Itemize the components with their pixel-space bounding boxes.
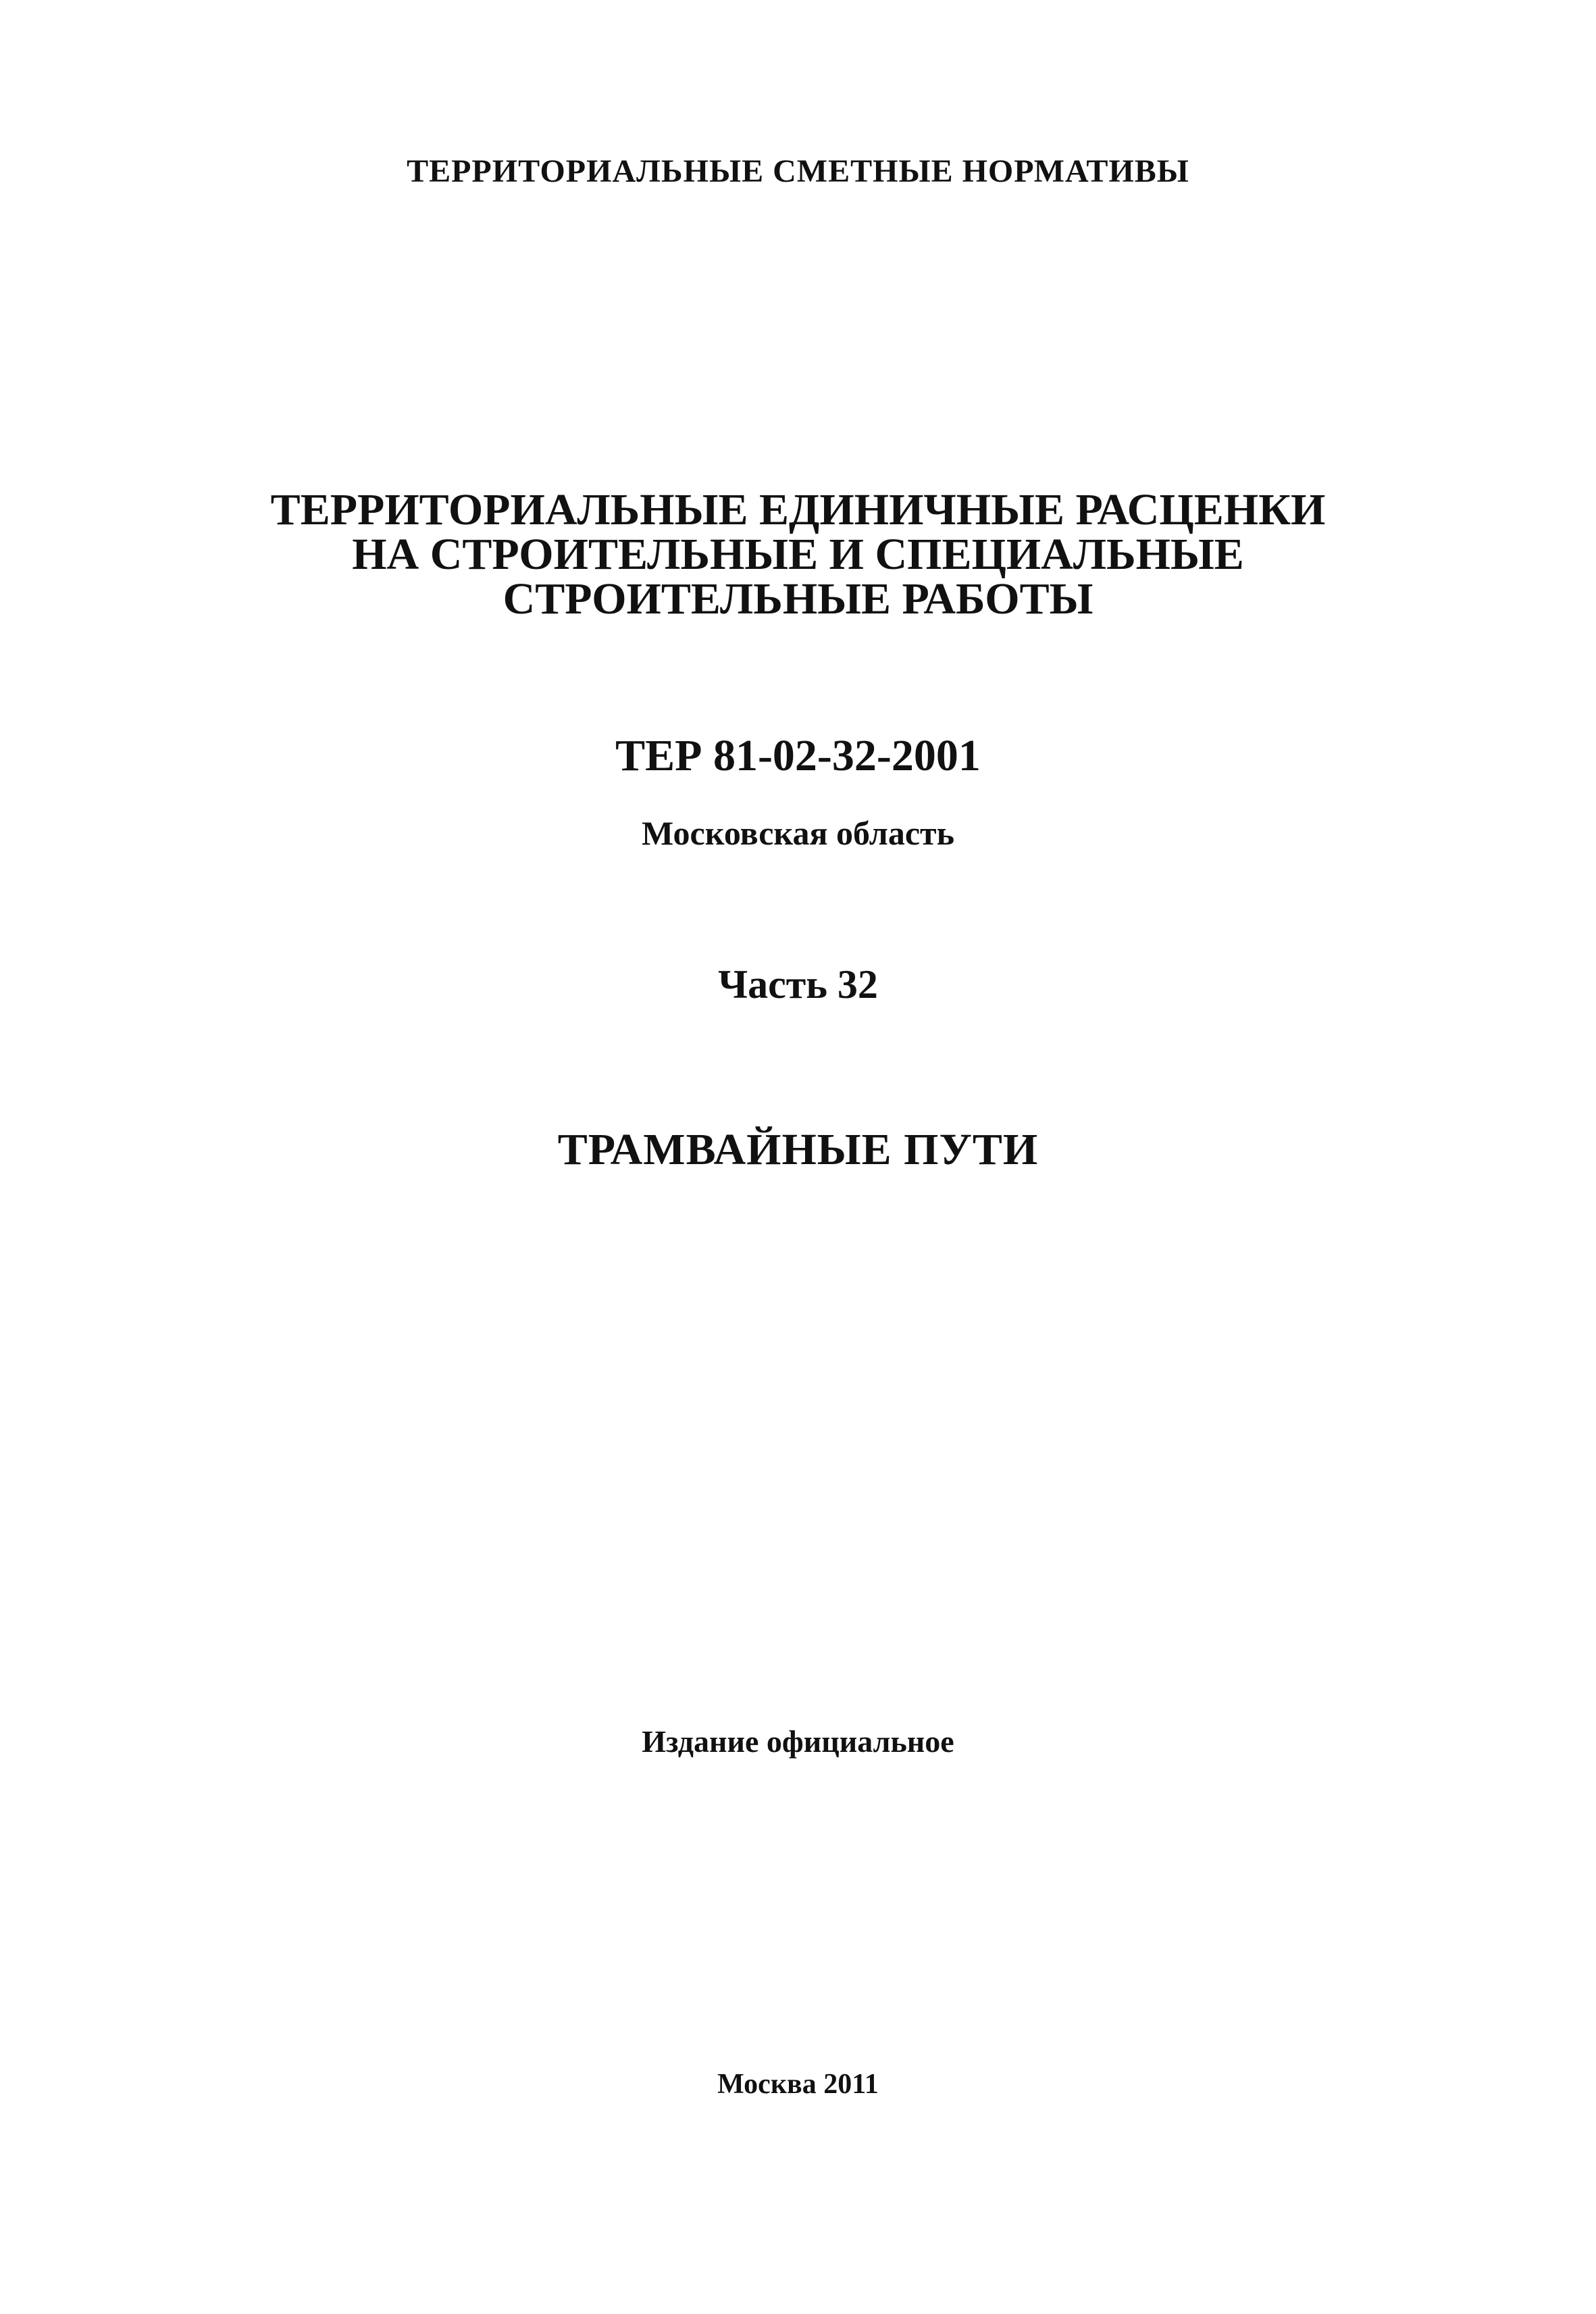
region-label: Московская область [641, 814, 955, 852]
series-header: ТЕРРИТОРИАЛЬНЫЕ СМЕТНЫЕ НОРМАТИВЫ [407, 153, 1189, 189]
imprint-place-year: Москва 2011 [717, 2069, 879, 2100]
document-code: ТЕР 81-02-32-2001 [615, 731, 981, 780]
main-title [0, 485, 1596, 624]
main-title-line-3: СТРОИТЕЛЬНЫЕ РАБОТЫ [503, 574, 1093, 624]
main-title-line-2: НА СТРОИТЕЛЬНЫЕ И СПЕЦИАЛЬНЫЕ [352, 530, 1244, 579]
section-title: ТРАМВАЙНЫЕ ПУТИ [557, 1125, 1039, 1174]
main-title-line-1: ТЕРРИТОРИАЛЬНЫЕ ЕДИНИЧНЫЕ РАСЦЕНКИ [270, 485, 1326, 534]
part-label: Часть 32 [718, 962, 878, 1007]
edition-note: Издание официальное [642, 1724, 954, 1759]
